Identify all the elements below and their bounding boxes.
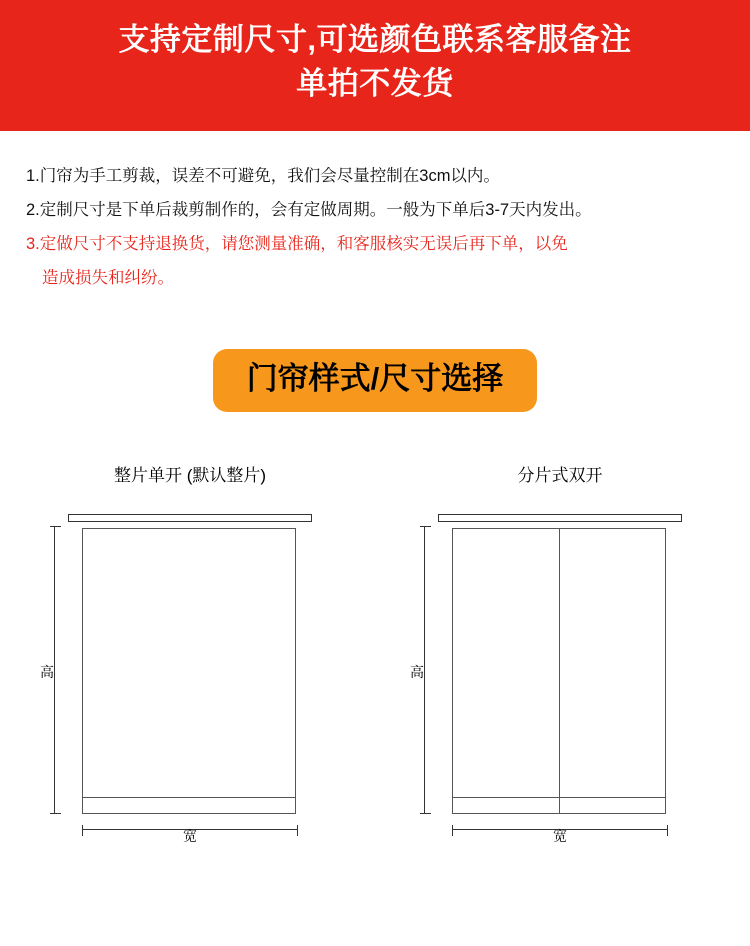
diagram-single-panel — [40, 464, 340, 844]
note-item-2 — [26, 193, 724, 227]
width-dimension-label: 宽 — [183, 828, 197, 844]
figure-split-panel — [410, 514, 710, 844]
width-dimension-label: 宽 — [553, 828, 567, 844]
height-dimension-label: 高 — [410, 664, 424, 680]
height-dimension-line — [54, 526, 55, 814]
promo-banner — [0, 0, 750, 131]
curtain-rod-icon — [438, 514, 682, 522]
section-title: 门帘样式/尺寸选择 — [213, 349, 538, 412]
figure-single-panel — [40, 514, 340, 844]
curtain-bottom-edge — [82, 797, 296, 798]
diagram-caption-single: 整片单开 (默认整片) — [113, 466, 267, 485]
notes-list — [0, 131, 750, 295]
curtain-panel — [82, 528, 296, 814]
note-text-3-line2: 造成损失和纠纷。 — [42, 269, 174, 287]
note-item-3 — [26, 227, 724, 261]
panel-split-line — [559, 529, 560, 813]
height-dimension-line — [424, 526, 425, 814]
note-item-1 — [26, 159, 724, 193]
note-number-1: 1. — [26, 167, 40, 185]
note-text-2: 定制尺寸是下单后裁剪制作的，会有定做周期。一般为下单后3-7天内发出。 — [39, 201, 592, 219]
banner-line-1: 支持定制尺寸,可选颜色联系客服备注 — [118, 22, 632, 57]
curtain-panel — [452, 528, 666, 814]
banner-line-2: 单拍不发货 — [296, 66, 454, 101]
note-item-3-continued — [26, 261, 724, 295]
diagram-split-panel — [410, 464, 710, 844]
diagram-caption-split: 分片式双开 — [517, 466, 603, 485]
curtain-bottom-edge — [452, 797, 666, 798]
section-title-wrap — [0, 349, 750, 412]
height-dimension-label: 高 — [40, 664, 54, 680]
note-text-3: 定做尺寸不支持退换货，请您测量准确，和客服核实无误后再下单，以免 — [39, 235, 568, 253]
diagram-group — [0, 464, 750, 844]
note-number-3: 3. — [26, 235, 40, 253]
note-text-1: 门帘为手工剪裁，误差不可避免，我们会尽量控制在3cm以内。 — [39, 167, 500, 185]
note-number-2: 2. — [26, 201, 40, 219]
curtain-rod-icon — [68, 514, 312, 522]
